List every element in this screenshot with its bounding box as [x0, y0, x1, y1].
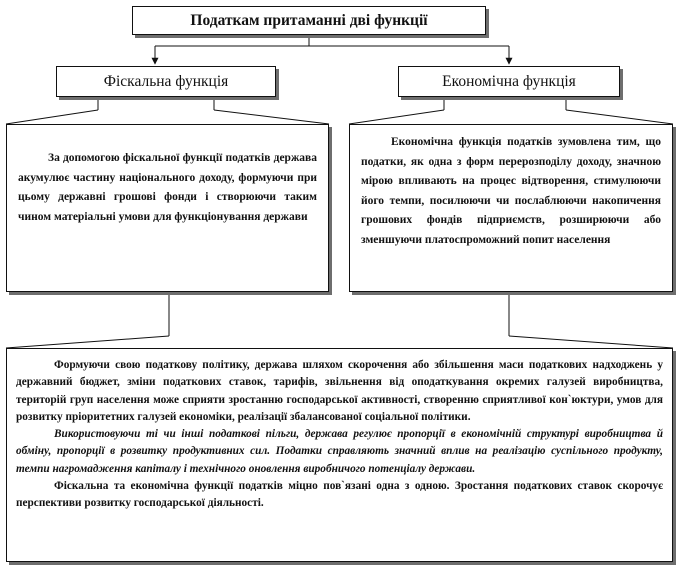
fiscal-connector — [6, 99, 329, 124]
summary-connector — [6, 295, 673, 348]
diagram-title: Податкам притаманні дві функції — [132, 6, 486, 35]
summary-paragraph-3: Фіскальна та економічна функції податків міцно пов`язані одна з одною. Зростання податкових ставок скорочує перспективи розвитку господарської діяльності. — [16, 480, 663, 510]
fiscal-function-text: За допомогою фіскальної функції податків держава акумулює частину національного доходу, формуючи при цьому державні грошові фонди і створюючи таким чином матеріальні умови для функціонування держави — [18, 152, 317, 223]
economic-connector — [349, 99, 673, 124]
fiscal-function-description — [6, 124, 329, 292]
summary-paragraph-1: Формуючи свою податкову політику, держава шляхом скорочення або збільшення маси податкових надходжень у державний бюджет, зміни податкових ставок, тарифів, звільнення від оподаткування окремих галузей виробництва, територій груп населення може сприяти зростанню господарської активності, створенню сприятливої кон`юктури, умов для розвитку пріоритетних галузей економіки, реалізації збалансованої соціальної політики. — [16, 359, 663, 423]
economic-function-text: Економічна функція податків зумовлена тим, що податки, як одна з форм перерозподілу доходу, значною мірою впливають на процес відтворення, стимулюючи його темпи, посилюючи чи послаблюючи накопичення грошових фондів підприємств, розширюючи або зменшуючи платоспроможний попит населення — [361, 136, 661, 246]
summary-paragraph-2: Використовуючи ті чи інші податкові пільги, держава регулює пропорції в економічній структурі виробництва й обміну, пропорції в розвитку продуктивних сил. Податки справляють значний вплив на реалізацію суспільного продукту, темпи нагромадження капіталу і технічного оновлення виробничого потенціалу держави. — [16, 428, 663, 475]
title-connector — [155, 35, 509, 64]
economic-function-heading: Економічна функція — [398, 66, 620, 97]
economic-function-description — [349, 124, 673, 292]
fiscal-function-heading: Фіскальна функція — [56, 66, 276, 97]
summary-box — [6, 348, 673, 562]
